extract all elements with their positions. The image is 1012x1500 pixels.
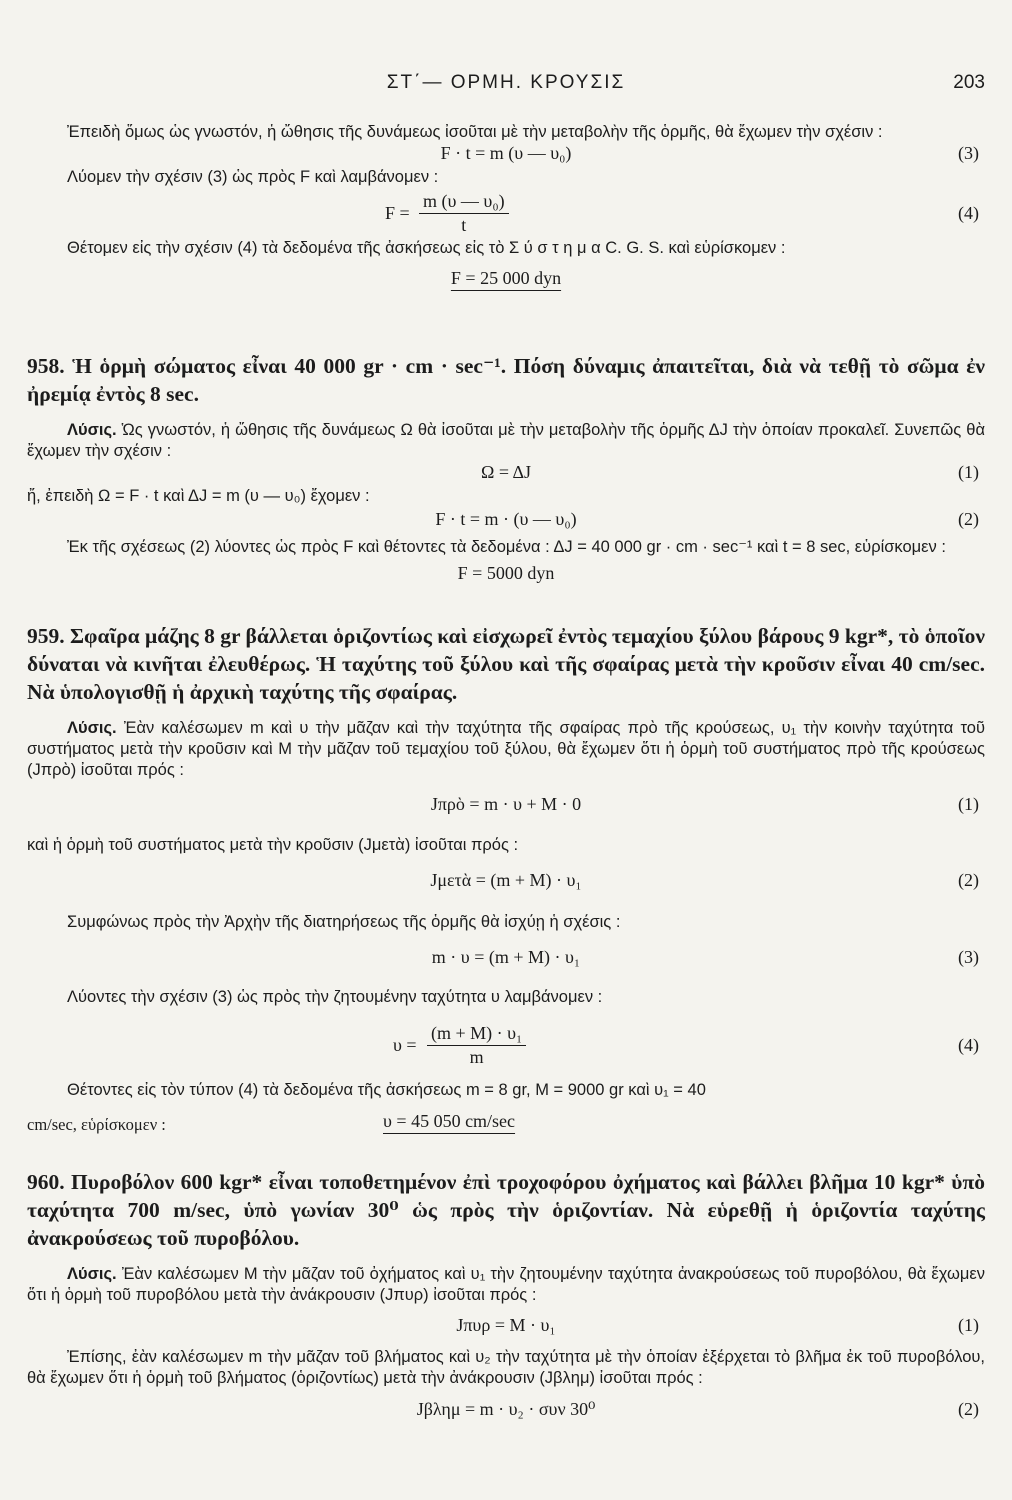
equation-expression: F · t = m · (υ — υ₀) — [435, 509, 577, 529]
result — [27, 563, 985, 587]
equation-expression: Jπυρ = M · υ₁ — [456, 1315, 556, 1335]
result-line — [27, 1111, 985, 1141]
result-intro: cm/sec, εὑρίσκομεν : — [27, 1115, 166, 1134]
equation-3 — [27, 143, 985, 167]
intro-section — [27, 122, 985, 292]
equation-number: (4) — [958, 203, 979, 223]
equation-expression: Jβλημ = m · υ₂ · συν 30⁰ — [416, 1399, 596, 1419]
equation-expression: F · t = m (υ — υ₀) — [440, 143, 572, 163]
solution-text: Ἐὰν καλέσωμεν M τὴν μᾶζαν τοῦ ὀχήματος καὶ υ₁ τὴν ζητουμένην ταχύτητα ἀνακρούσεως τοῦ πυροβόλου, θὰ ἔχωμεν ὅτι ἡ ὁρμὴ τοῦ πυροβόλου μετὰ τὴν ἀνάκρουσιν (Jπυρ) ἰσοῦται πρός : — [27, 1265, 985, 1304]
equation-2 — [27, 870, 985, 894]
solution-paragraph-1 — [27, 1264, 985, 1306]
solution-label: Λύσις. — [67, 421, 117, 439]
result-expression: υ = 45 050 cm/sec — [383, 1111, 516, 1131]
equation-number: (3) — [958, 143, 979, 163]
fraction-denominator: t — [461, 215, 467, 235]
intro-paragraph-2: Λύομεν τὴν σχέσιν (3) ὡς πρὸς F καὶ λαμβάνομεν : — [67, 168, 439, 186]
solution-paragraph-5: Θέτοντες εἰς τὸν τύπον (4) τὰ δεδομένα τῆς ἀσκήσεως m = 8 gr, M = 9000 gr καὶ υ₁ = 40 — [67, 1081, 706, 1099]
result-expression: F = 25 000 dyn — [450, 268, 562, 288]
problem-960 — [27, 1168, 985, 1423]
problem-959 — [27, 622, 985, 1141]
equation-1 — [27, 1315, 985, 1339]
intro-paragraph-3: Θέτομεν εἰς τὴν σχέσιν (4) τὰ δεδομένα τῆς ἀσκήσεως εἰς τὸ Σ ύ σ τ η μ α C. G. S. καὶ εὑρίσκομεν : — [67, 239, 786, 257]
intro-paragraph-1: Ἐπειδὴ ὅμως ὡς γνωστόν, ἡ ὤθησις τῆς δυνάμεως ἰσοῦται μὲ τὴν μεταβολὴν τῆς ὁρμῆς, θὰ ἔχωμεν τὴν σχέσιν : — [67, 123, 883, 141]
solution-paragraph-2: ἤ, ἐπειδὴ Ω = F · t καὶ ΔJ = m (υ — υ₀) ἔχομεν : — [27, 487, 370, 505]
equation-number: (1) — [958, 462, 979, 482]
problem-statement: 959. Σφαῖρα μάζης 8 gr βάλλεται ὁριζοντίως καὶ εἰσχωρεῖ ἐντὸς τεμαχίου ξύλου βάρους 9 kgr*, τὸ ὁποῖον δύναται νὰ κινῆται ἐλευθέρως. Ἡ ταχύτης τοῦ ξύλου καὶ τῆς σφαίρας μετὰ τὴν κροῦσιν εἶναι 40 cm/sec. Νὰ ὑπολογισθῇ ἡ ἀρχικὴ ταχύτης τῆς σφαίρας. — [27, 624, 985, 704]
problem-statement: 960. Πυροβόλον 600 kgr* εἶναι τοποθετημένον ἐπὶ τροχοφόρου ὀχήματος καὶ βάλλει βλῆμα 10 kgr* ὑπὸ ταχύτητα 700 m/sec, ὑπὸ γωνίαν 30⁰ ὡς πρὸς τὴν ὁριζοντίαν. Νὰ εὑρεθῇ ἡ ὁριζοντία ταχύτης ἀνακρούσεως τοῦ πυροβόλου. — [27, 1170, 985, 1250]
equation-number: (4) — [958, 1035, 979, 1055]
equation-number: (2) — [958, 509, 979, 529]
fraction — [419, 190, 509, 237]
solution-paragraph-4: Λύοντες τὴν σχέσιν (3) ὡς πρὸς τὴν ζητουμένην ταχύτητα υ λαμβάνομεν : — [67, 988, 603, 1006]
page-number: 203 — [953, 72, 985, 93]
fraction-denominator: m — [469, 1047, 484, 1067]
fraction-numerator: (m + M) · υ₁ — [427, 1022, 526, 1046]
solution-label: Λύσις. — [67, 1265, 117, 1283]
equation-2 — [27, 1399, 985, 1423]
equation-expression: m · υ = (m + M) · υ₁ — [431, 947, 581, 967]
equation-expression: Ω = ΔJ — [480, 462, 532, 482]
equation-lhs: υ = — [393, 1035, 417, 1055]
solution-paragraph-3: Ἐκ τῆς σχέσεως (2) λύοντες ὡς πρὸς F καὶ θέτοντες τὰ δεδομένα : ΔJ = 40 000 gr · cm · sec⁻¹ καὶ t = 8 sec, εὑρίσκομεν : — [67, 538, 946, 556]
problem-statement: 958. Ἡ ὁρμὴ σώματος εἶναι 40 000 gr · cm · sec⁻¹. Πόση δύναμις ἀπαιτεῖται, διὰ νὰ τεθῇ τὸ σῶμα ἐν ἠρεμίᾳ ἐντὸς 8 sec. — [27, 354, 985, 406]
solution-text: Ὡς γνωστόν, ἡ ὤθησις τῆς δυνάμεως Ω θὰ ἰσοῦται μὲ τὴν μεταβολὴν τῆς ὁρμῆς ΔJ τὴν ὁποίαν προκαλεῖ. Συνεπῶς θὰ ἔχωμεν τὴν σχέσιν : — [27, 421, 985, 460]
equation-4 — [27, 190, 985, 238]
equation-number: (1) — [958, 1315, 979, 1335]
running-header — [27, 72, 985, 98]
result-expression: F = 5000 dyn — [457, 563, 555, 583]
intro-result — [27, 268, 985, 292]
solution-text: Ἐὰν καλέσωμεν m καὶ υ τὴν μᾶζαν καὶ τὴν ταχύτητα τῆς σφαίρας πρὸ τῆς κρούσεως, υ₁ τὴν κοινὴν ταχύτητα τοῦ συστήματος μετὰ τὴν κροῦσιν καὶ M τὴν μᾶζαν τοῦ τεμαχίου τοῦ ξύλου, θὰ ἔχωμεν ὅτι ἡ ὁρμὴ τοῦ συστήματος πρὸ τῆς κρούσεως (Jπρὸ) ἰσοῦται πρός : — [27, 719, 985, 779]
chapter-title: ΣΤ΄— ΟΡΜΗ. ΚΡΟΥΣΙΣ — [386, 72, 626, 93]
fraction — [427, 1022, 526, 1069]
equation-3 — [27, 947, 985, 971]
fraction-numerator: m (υ — υ₀) — [419, 190, 509, 214]
equation-expression: Jπρὸ = m · υ + M · 0 — [430, 794, 582, 814]
equation-4 — [27, 1022, 985, 1070]
solution-paragraph-3: Συμφώνως πρὸς τὴν Ἀρχὴν τῆς διατηρήσεως τῆς ὁρμῆς θὰ ἰσχύῃ ἡ σχέσις : — [67, 913, 621, 931]
solution-paragraph-1 — [27, 420, 985, 462]
equation-1 — [27, 794, 985, 818]
equation-number: (1) — [958, 794, 979, 814]
solution-paragraph-2: καὶ ἡ ὁρμὴ τοῦ συστήματος μετὰ τὴν κροῦσιν (Jμετὰ) ἰσοῦται πρός : — [27, 836, 519, 854]
book-page — [27, 0, 985, 1500]
equation-lhs: F = — [385, 203, 410, 223]
solution-label: Λύσις. — [67, 719, 117, 737]
equation-number: (3) — [958, 947, 979, 967]
solution-paragraph-2: Ἐπίσης, ἐὰν καλέσωμεν m τὴν μᾶζαν τοῦ βλήματος καὶ υ₂ τὴν ταχύτητα μὲ τὴν ὁποίαν ἐξέρχεται τὸ βλῆμα ἐκ τοῦ πυροβόλου, θὰ ἔχωμεν ὅτι ἡ ὁρμὴ τοῦ βλήματος (ὁριζοντίως) μετὰ τὴν ἀνάκρουσιν (Jβλημ) ἰσοῦται πρός : — [27, 1348, 985, 1387]
equation-1 — [27, 462, 985, 486]
problem-958 — [27, 352, 985, 587]
solution-paragraph-1 — [27, 718, 985, 781]
equation-2 — [27, 509, 985, 533]
equation-number: (2) — [958, 1399, 979, 1419]
equation-number: (2) — [958, 870, 979, 890]
equation-expression: Jμετὰ = (m + M) · υ₁ — [430, 870, 582, 890]
